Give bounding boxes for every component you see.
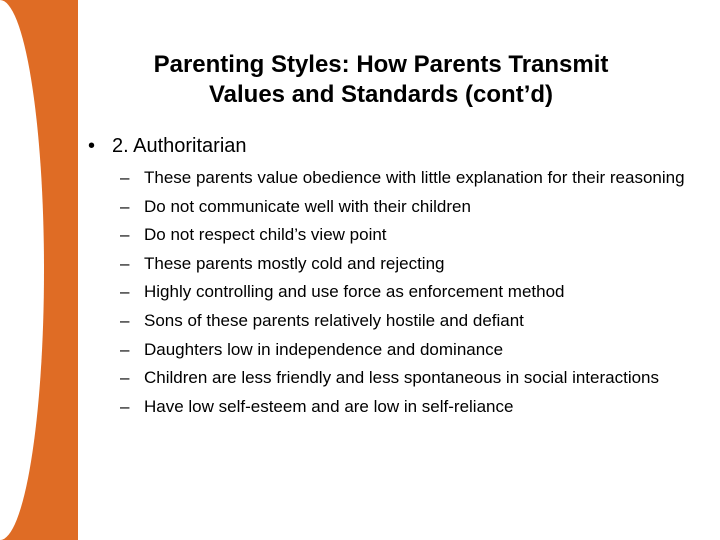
sub-bullet-item [120,252,700,275]
slide-title [100,50,662,110]
sub-bullet-item [120,195,700,218]
dash-marker: – [120,368,130,388]
sub-bullet-item [120,223,700,246]
main-bullet [88,133,247,159]
sub-bullet-item [120,309,700,332]
sub-bullet-text: Do not respect child’s view point [144,225,387,245]
dash-marker: – [120,310,130,330]
sub-bullet-text: Daughters low in independence and dominance [144,339,504,359]
sub-bullet-text: Children are less friendly and less spontaneous in social interactions [144,368,660,388]
slide-title-line-2: Values and Standards (cont’d) [208,81,554,108]
slide-title-line-1: Parenting Styles: How Parents Transmit [153,51,609,78]
dash-marker: – [120,282,130,302]
sub-bullet-list [120,166,700,423]
sub-bullet-item [120,338,700,361]
sub-bullet-text: Sons of these parents relatively hostile and defiant [144,310,524,330]
dash-marker: – [120,168,130,187]
sub-bullet-item [120,166,700,189]
sub-bullet-text: Highly controlling and use force as enforcement method [144,282,565,302]
dash-marker: – [120,339,130,359]
sub-bullet-text: These parents value obedience with little explanation for their reasoning [144,168,685,187]
dash-marker: – [120,196,130,216]
sub-bullet-item [120,366,700,389]
main-bullet-text: 2. Authoritarian [112,135,247,157]
dash-marker: – [120,253,130,273]
dash-marker: – [120,396,130,416]
dash-marker: – [120,225,130,245]
bullet-marker: • [88,135,96,157]
sub-bullet-text: Do not communicate well with their children [144,196,471,216]
sub-bullet-item [120,395,700,418]
sub-bullet-text: These parents mostly cold and rejecting [144,253,445,273]
sub-bullet-text: Have low self-esteem and are low in self-reliance [144,396,514,416]
sub-bullet-item [120,280,700,303]
